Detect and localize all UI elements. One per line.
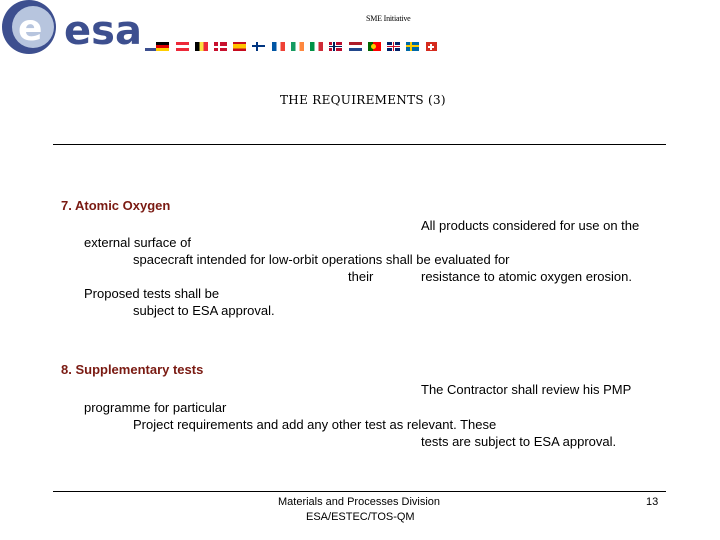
portugal-flag-icon bbox=[368, 42, 381, 51]
italy-flag-icon bbox=[310, 42, 323, 51]
section-text-line: external surface of bbox=[84, 235, 191, 250]
france-flag-icon bbox=[272, 42, 285, 51]
section-heading-supplementary-tests: 8. Supplementary tests bbox=[61, 362, 204, 377]
netherlands-flag-icon bbox=[349, 42, 362, 51]
denmark-flag-icon bbox=[214, 42, 227, 51]
section-text-line: resistance to atomic oxygen erosion. bbox=[421, 269, 632, 284]
initiative-label: SME Initiative bbox=[366, 14, 411, 23]
austria-flag-icon bbox=[176, 42, 189, 51]
section-text-line: spacecraft intended for low‑orbit operations shall be evaluated for bbox=[133, 252, 510, 267]
united-kingdom-flag-icon bbox=[387, 42, 400, 51]
spain-flag-icon bbox=[233, 42, 246, 51]
sweden-flag-icon bbox=[406, 42, 419, 51]
section-text-line: subject to ESA approval. bbox=[133, 303, 275, 318]
section-text-line: Project requirements and add any other test as relevant. These bbox=[133, 417, 497, 432]
esa-logo bbox=[2, 0, 158, 56]
header-divider bbox=[53, 144, 666, 145]
germany-flag-icon bbox=[156, 42, 169, 51]
section-text-line: their bbox=[348, 269, 374, 284]
norway-flag-icon bbox=[329, 42, 342, 51]
svg-text:e: e bbox=[18, 8, 43, 49]
switzerland-flag-icon bbox=[426, 42, 437, 51]
section-text-line: The Contractor shall review his PMP bbox=[421, 382, 632, 397]
footer-divider bbox=[53, 491, 666, 492]
ireland-flag-icon bbox=[291, 42, 304, 51]
section-heading-atomic-oxygen: 7. Atomic Oxygen bbox=[61, 198, 171, 213]
footer-code: ESA/ESTEC/TOS-QM bbox=[306, 511, 415, 523]
slide-title: THE REQUIREMENTS (3) bbox=[280, 93, 446, 107]
page-number: 13 bbox=[646, 496, 659, 508]
finland-flag-icon bbox=[252, 42, 265, 51]
section-text-line: tests are subject to ESA approval. bbox=[421, 434, 617, 449]
logo-text: esa bbox=[64, 8, 142, 54]
belgium-flag-icon bbox=[195, 42, 208, 51]
footer-division: Materials and Processes Division bbox=[278, 496, 441, 508]
section-text-line: All products considered for use on the bbox=[421, 218, 640, 233]
section-text-line: programme for particular bbox=[84, 400, 227, 415]
section-text-line: Proposed tests shall be bbox=[84, 286, 220, 301]
